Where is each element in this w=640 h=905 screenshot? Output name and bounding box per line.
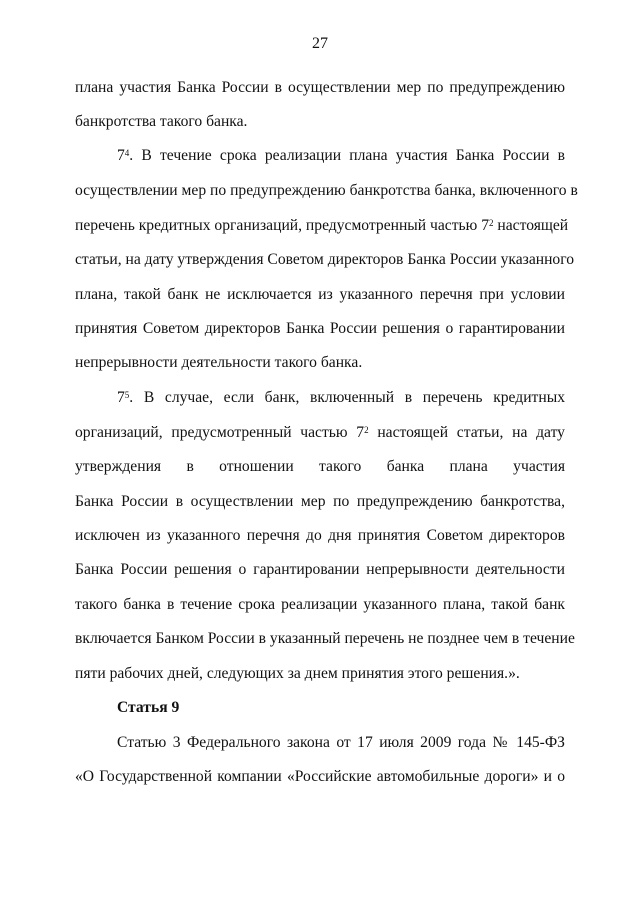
text-line: статьи, на дату утверждения Советом директоров Банка России указанного [75, 251, 575, 268]
text-line: «О Государственной компании «Российские автомобильные дороги» и о [75, 768, 565, 785]
paragraph-7-5-first-line: $7^5$. В случае, если банк, включенный в перечень кредитных [117, 389, 565, 406]
text-line: такого банка в течение срока реализации указанного плана, такой банк [75, 596, 565, 613]
page-number: 27 [312, 35, 328, 52]
clause-number: $7^4$. [117, 147, 134, 164]
text-line: непрерывности деятельности такого банка. [75, 354, 363, 371]
text-line: банкротства такого банка. [75, 113, 248, 130]
text-line: Банка России решения о гарантировании непрерывности деятельности [75, 561, 565, 578]
clause-number: $7^5$. [117, 389, 134, 406]
paragraph-7-4-first-line: $7^4$. В течение срока реализации плана участия Банка России в [117, 147, 565, 164]
text-line: утверждения в отношении такого банка плана участия [75, 458, 565, 475]
text-line: плана, такой банк не исключается из указанного перечня при условии [75, 286, 565, 303]
text-line: Банка России в осуществлении мер по предупреждению банкротства, [75, 493, 565, 510]
text-line: перечень кредитных организаций, предусмотренный частью $7^2$ настоящей [75, 217, 569, 234]
text-line: включается Банком России в указанный перечень не позднее чем в течение [75, 630, 575, 647]
text-line: организаций, предусмотренный частью $7^2$ настоящей статьи, на дату [75, 424, 565, 441]
text-line: исключен из указанного перечня до дня принятия Советом директоров [75, 527, 565, 544]
clause-reference: $7^2$ [481, 217, 494, 234]
text-line: пяти рабочих дней, следующих за днем принятия этого решения.». [75, 665, 520, 682]
text-line: Статью 3 Федерального закона от 17 июля 2009 года № 145-ФЗ [117, 734, 565, 751]
article-heading: Статья 9 [117, 699, 180, 716]
text-line: плана участия Банка России в осуществлении мер по предупреждению [75, 79, 565, 96]
text-line: принятия Советом директоров Банка России решения о гарантировании [75, 320, 565, 337]
clause-reference: $7^2$ [356, 424, 369, 441]
text-line: осуществлении мер по предупреждению банкротства банка, включенного в [75, 182, 578, 199]
